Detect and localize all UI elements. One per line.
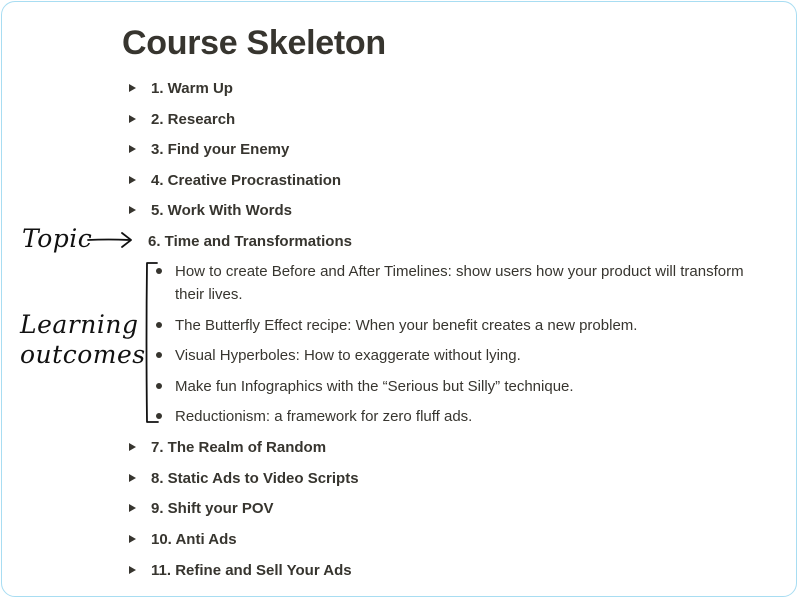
toggle-label: 3. Find your Enemy	[151, 140, 290, 158]
learning-outcomes-annotation-line2: outcomes	[20, 340, 146, 369]
toggle-label: 8. Static Ads to Video Scripts	[151, 469, 359, 487]
toggle-label: 2. Research	[151, 110, 236, 128]
topic-label: 6. Time and Transformations	[148, 232, 352, 250]
outcome-text: Visual Hyperboles: How to exaggerate without lying.	[175, 347, 521, 364]
toggle-label: 1. Warm Up	[151, 79, 233, 97]
outcome-text: The Butterfly Effect recipe: When your benefit creates a new problem.	[175, 317, 638, 334]
outcome-text: Reductionism: a framework for zero fluff ads.	[175, 408, 473, 425]
toggle-label: 7. The Realm of Random	[151, 438, 327, 456]
learning-outcomes-annotation-line1: Learning	[20, 310, 139, 339]
page-title: Course Skeleton	[122, 24, 386, 62]
toggle-label: 5. Work With Words	[151, 201, 292, 219]
outcome-text: How to create Before and After Timelines: show users how your product will transform their lives.	[175, 263, 744, 303]
toggle-label: 4. Creative Procrastination	[151, 171, 342, 189]
toggle-label: 11. Refine and Sell Your Ads	[151, 561, 352, 579]
arrow-right-icon	[88, 233, 131, 247]
outcome-text: Make fun Infographics with the “Serious but Silly” technique.	[175, 378, 574, 395]
toggle-label: 10. Anti Ads	[151, 530, 237, 548]
bracket-icon	[147, 263, 159, 422]
toggle-label: 9. Shift your POV	[151, 499, 274, 517]
topic-annotation: Topic	[22, 224, 93, 253]
